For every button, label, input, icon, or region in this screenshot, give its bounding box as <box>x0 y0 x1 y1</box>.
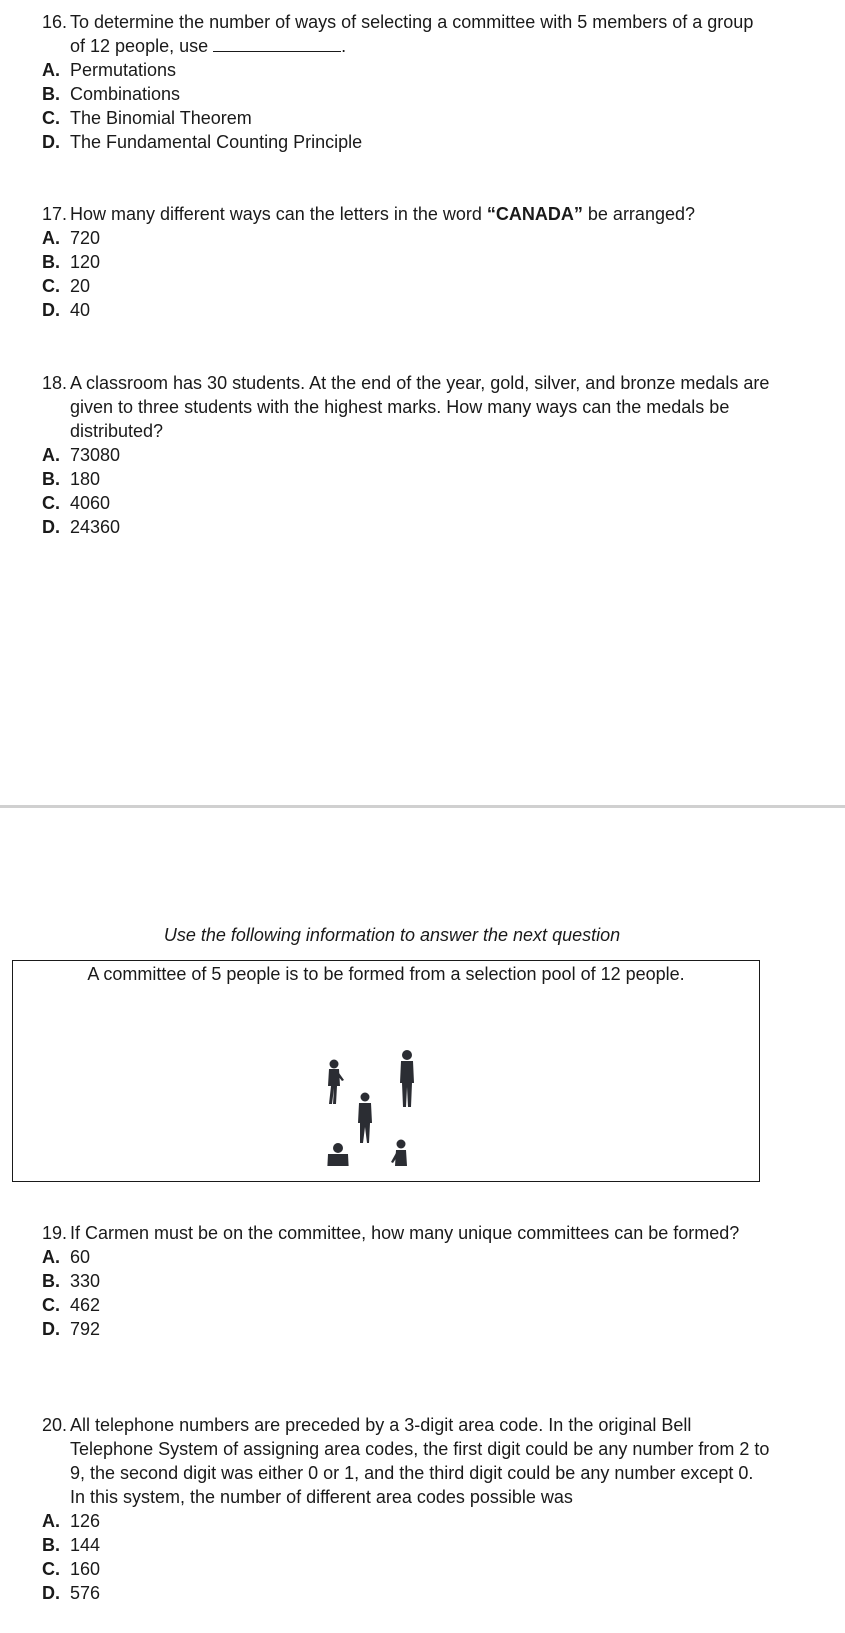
person-silhouette <box>391 1140 407 1167</box>
info-box <box>12 960 760 1182</box>
option-letter: C. <box>42 1559 60 1579</box>
option-text: Combinations <box>70 84 181 104</box>
option-d[interactable] <box>42 1581 772 1605</box>
option-a[interactable] <box>42 226 772 250</box>
question-stem <box>42 371 772 443</box>
option-letter: D. <box>42 1583 60 1603</box>
option-letter: B. <box>42 469 60 489</box>
option-text: 126 <box>70 1511 101 1531</box>
option-letter: A. <box>42 228 60 248</box>
option-letter: C. <box>42 108 60 128</box>
answer-blank <box>213 35 341 52</box>
option-c[interactable] <box>42 491 772 515</box>
option-d[interactable] <box>42 298 772 322</box>
option-b[interactable] <box>42 1533 772 1557</box>
option-text: 20 <box>70 276 91 296</box>
page-divider <box>0 805 845 808</box>
option-c[interactable] <box>42 1293 772 1317</box>
option-letter: B. <box>42 1271 60 1291</box>
question-number: 19. <box>42 1223 68 1243</box>
question-text: If Carmen must be on the committee, how many unique committees can be formed? <box>70 1223 740 1243</box>
option-text: 330 <box>70 1271 101 1291</box>
question-stem <box>42 1221 772 1245</box>
question-stem <box>42 202 772 226</box>
option-d[interactable] <box>42 515 772 539</box>
option-text: The Binomial Theorem <box>70 108 252 128</box>
option-letter: A. <box>42 1511 60 1531</box>
option-c[interactable] <box>42 106 772 130</box>
question-number: 16. <box>42 12 68 32</box>
option-text: 24360 <box>70 517 121 537</box>
option-text: 73080 <box>70 445 121 465</box>
question-text-end: be arranged? <box>587 204 695 224</box>
person-silhouette <box>400 1050 414 1107</box>
question-text-end: . <box>341 36 347 56</box>
question-18 <box>42 371 772 539</box>
question-number: 18. <box>42 373 68 393</box>
option-text: 60 <box>70 1247 91 1267</box>
question-stem <box>42 10 772 58</box>
option-text: 720 <box>70 228 101 248</box>
option-d[interactable] <box>42 130 772 154</box>
question-number: 20. <box>42 1415 68 1435</box>
option-letter: A. <box>42 60 60 80</box>
option-letter: C. <box>42 493 60 513</box>
option-letter: C. <box>42 1295 60 1315</box>
option-letter: B. <box>42 1535 60 1555</box>
option-text: The Fundamental Counting Principle <box>70 132 363 152</box>
question-17 <box>42 202 772 322</box>
option-text: 4060 <box>70 493 111 513</box>
option-text: 160 <box>70 1559 101 1579</box>
option-b[interactable] <box>42 82 772 106</box>
option-b[interactable] <box>42 467 772 491</box>
option-text: 40 <box>70 300 91 320</box>
info-text: A committee of 5 people is to be formed from a selection pool of 12 people. <box>87 964 685 984</box>
question-text: To determine the number of ways of selecting a committee with 5 members of a group of 12 people, use <box>70 12 754 56</box>
option-letter: D. <box>42 132 60 152</box>
option-text: 462 <box>70 1295 101 1315</box>
question-text: How many different ways can the letters in the word <box>70 204 482 224</box>
info-caption: Use the following information to answer the next question <box>163 925 621 945</box>
option-text: 120 <box>70 252 101 272</box>
option-c[interactable] <box>42 274 772 298</box>
people-silhouettes-icon <box>313 1006 453 1166</box>
option-b[interactable] <box>42 1269 772 1293</box>
person-silhouette <box>358 1093 372 1144</box>
option-a[interactable] <box>42 1509 772 1533</box>
option-a[interactable] <box>42 443 772 467</box>
person-silhouette <box>328 1060 344 1105</box>
option-letter: A. <box>42 1247 60 1267</box>
option-text: 180 <box>70 469 101 489</box>
option-letter: D. <box>42 1319 60 1339</box>
question-20 <box>42 1413 772 1605</box>
option-letter: D. <box>42 517 60 537</box>
option-letter: B. <box>42 84 60 104</box>
question-stem <box>42 1413 772 1509</box>
option-letter: D. <box>42 300 60 320</box>
question-19 <box>42 1221 772 1341</box>
option-c[interactable] <box>42 1557 772 1581</box>
option-letter: B. <box>42 252 60 272</box>
question-text: A classroom has 30 students. At the end of the year, gold, silver, and bronze medals are given to three students with the highest marks. How many ways can the medals be distributed? <box>70 373 770 441</box>
option-text: 576 <box>70 1583 101 1603</box>
option-a[interactable] <box>42 58 772 82</box>
question-16 <box>42 10 772 154</box>
question-text: All telephone numbers are preceded by a 3-digit area code. In the original Bell Telephone System of assigning area codes, the first digit could be any number from 2 to 9, the second digit was either 0 or 1, and the third digit could be any number except 0. In this system, the number of different area codes possible was <box>70 1415 770 1507</box>
option-letter: C. <box>42 276 60 296</box>
option-d[interactable] <box>42 1317 772 1341</box>
option-text: Permutations <box>70 60 177 80</box>
option-a[interactable] <box>42 1245 772 1269</box>
option-letter: A. <box>42 445 60 465</box>
person-silhouette <box>327 1143 349 1166</box>
option-text: 792 <box>70 1319 101 1339</box>
question-number: 17. <box>42 204 68 224</box>
question-word: “CANADA” <box>486 204 583 224</box>
option-b[interactable] <box>42 250 772 274</box>
option-text: 144 <box>70 1535 101 1555</box>
